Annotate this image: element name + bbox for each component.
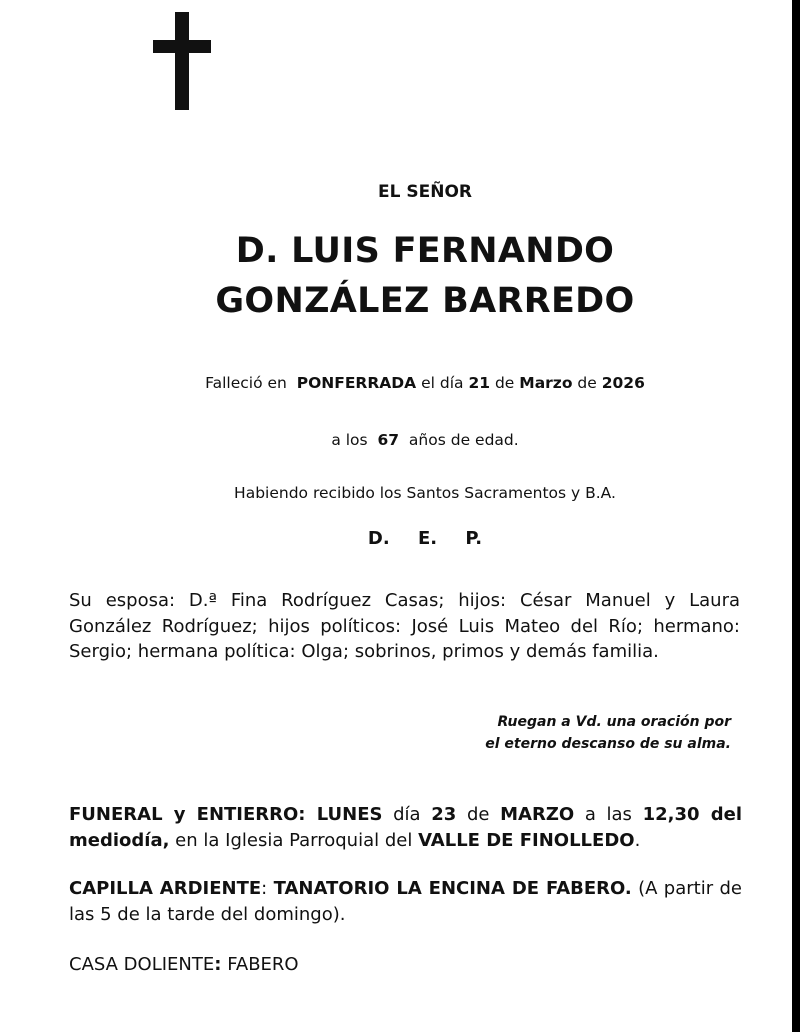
funeral-info: FUNERAL y ENTIERRO: LUNES día 23 de MARZO a las 12,30 del mediodía, en la Iglesia Parroquial del VALLE DE FINOLLEDO. bbox=[69, 804, 742, 851]
age-years: 67 bbox=[377, 431, 400, 449]
death-info: Falleció en PONFERRADA el día 21 de Marzo de 2026 bbox=[205, 374, 645, 392]
name-line-1: D. LUIS FERNANDO bbox=[235, 231, 615, 271]
chapel-info: CAPILLA ARDIENTE: TANATORIO LA ENCINA DE FABERO. (A partir de las 5 de la tarde del domingo). bbox=[69, 878, 742, 925]
death-year: 2026 bbox=[601, 374, 645, 392]
death-month: Marzo bbox=[519, 374, 573, 392]
dep-line: D. E. P. bbox=[367, 528, 483, 549]
death-day: 21 bbox=[468, 374, 491, 392]
death-place: PONFERRADA bbox=[296, 374, 417, 392]
deceased-name bbox=[50, 226, 800, 326]
sacraments-text: Habiendo recibido los Santos Sacramentos y B.A. bbox=[234, 484, 616, 502]
cross-icon bbox=[153, 12, 211, 110]
name-line-2: GONZÁLEZ BARREDO bbox=[215, 281, 635, 321]
prayer-request: Ruegan a Vd. una oración por el eterno descanso de su alma. bbox=[485, 714, 731, 752]
home-info: CASA DOLIENTE: FABERO bbox=[69, 954, 299, 975]
age-info: a los 67 años de edad. bbox=[331, 431, 519, 449]
honorific: EL SEÑOR bbox=[378, 182, 472, 202]
family-text: Su esposa: D.ª Fina Rodríguez Casas; hijos: César Manuel y Laura González Rodríguez; hijos políticos: José Luis Mateo del Río; hermano: Sergio; hermana política: Olga; sobrinos, primos y demás familia. bbox=[69, 590, 740, 662]
